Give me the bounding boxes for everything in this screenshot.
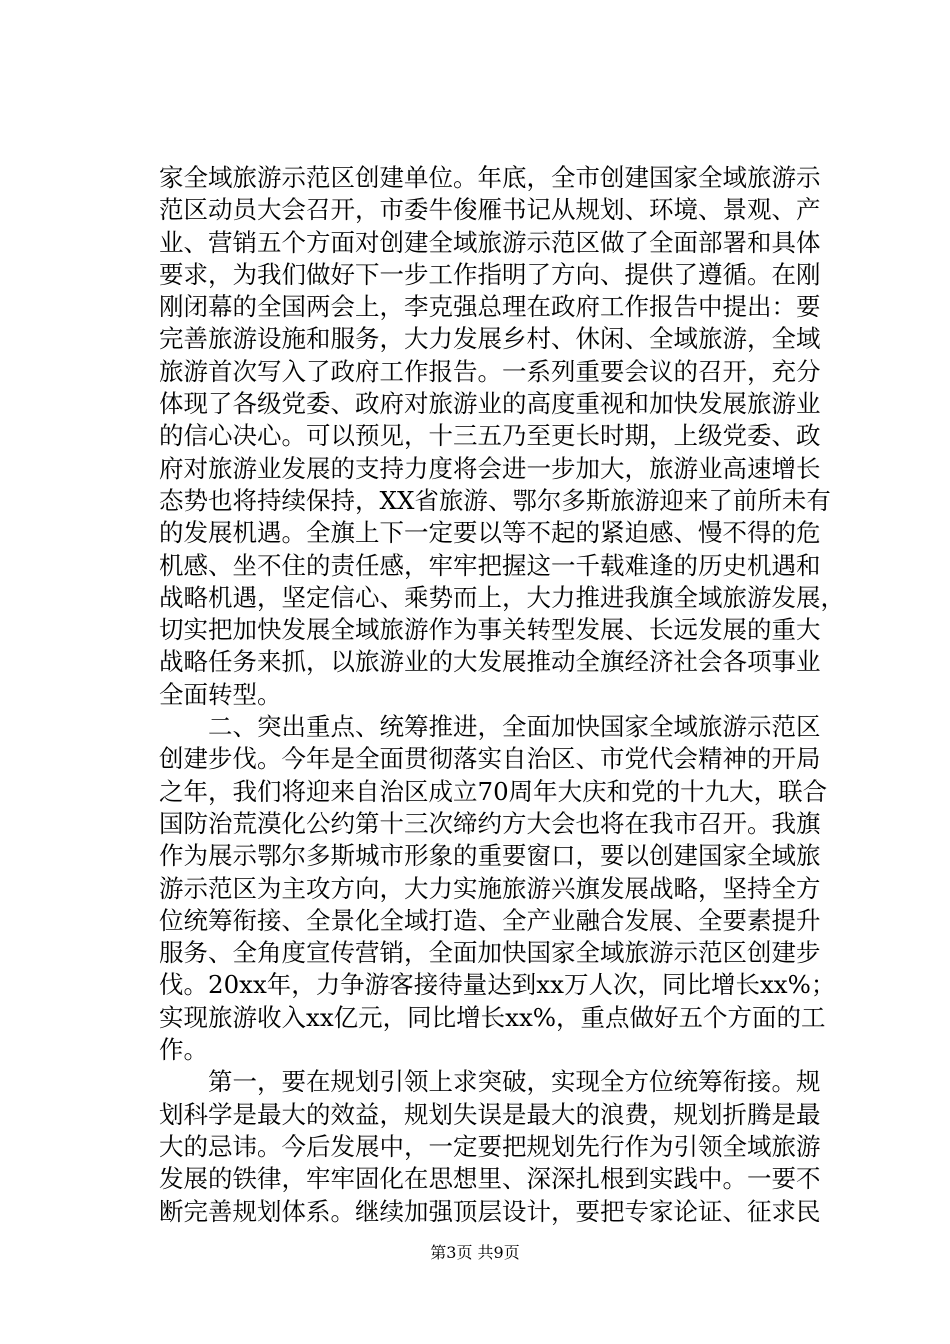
- text-line: 断完善规划体系。继续加强顶层设计，要把专家论证、征求民: [159, 1196, 821, 1226]
- page-number: 第3页 共9页: [430, 1243, 520, 1262]
- text-line: 创建步伐。今年是全面贯彻落实自治区、市党代会精神的开局: [159, 744, 821, 774]
- text-line: 体现了各级党委、政府对旅游业的高度重视和加快发展旅游业: [159, 389, 821, 419]
- text-line: 切实把加快发展全域旅游作为事关转型发展、长远发展的重大: [159, 615, 821, 645]
- text-line: 要求，为我们做好下一步工作指明了方向、提供了遵循。在刚: [159, 259, 821, 289]
- text-line: 的发展机遇。全旗上下一定要以等不起的紧迫感、慢不得的危: [159, 518, 821, 548]
- text-line: 全面转型。: [159, 679, 282, 709]
- text-line: 之年，我们将迎来自治区成立70周年大庆和党的十九大，联合: [159, 776, 828, 806]
- text-line: 划科学是最大的效益，规划失误是最大的浪费，规划折腾是最: [159, 1099, 821, 1129]
- text-line: 刚闭幕的全国两会上，李克强总理在政府工作报告中提出：要: [159, 292, 821, 322]
- text-line: 作。: [159, 1035, 208, 1065]
- text-line: 作为展示鄂尔多斯城市形象的重要窗口，要以创建国家全域旅: [159, 841, 821, 871]
- body-text: [159, 162, 845, 1228]
- text-line: 府对旅游业发展的支持力度将会进一步加大，旅游业高速增长: [159, 453, 821, 483]
- text-line: 的信心决心。可以预见，十三五乃至更长时期，上级党委、政: [159, 421, 821, 451]
- text-line: 战略机遇，坚定信心、乘势而上，大力推进我旗全域旅游发展，: [159, 582, 845, 612]
- text-line: 家全域旅游示范区创建单位。年底，全市创建国家全域旅游示: [159, 163, 821, 192]
- text-line: 第一，要在规划引领上求突破，实现全方位统筹衔接。规: [208, 1067, 821, 1097]
- text-line: 战略任务来抓，以旅游业的大发展推动全旗经济社会各项事业: [159, 647, 821, 677]
- text-line: 发展的铁律，牢牢固化在思想里、深深扎根到实践中。一要不: [159, 1164, 821, 1194]
- text-line: 实现旅游收入xx亿元，同比增长xx%，重点做好五个方面的工: [159, 1002, 826, 1032]
- text-line: 业、营销五个方面对创建全域旅游示范区做了全面部署和具体: [159, 227, 821, 257]
- text-line: 态势也将持续保持，XX省旅游、鄂尔多斯旅游迎来了前所未有: [159, 485, 831, 515]
- text-line: 大的忌讳。今后发展中，一定要把规划先行作为引领全域旅游: [159, 1131, 821, 1161]
- text-line: 国防治荒漠化公约第十三次缔约方大会也将在我市召开。我旗: [159, 808, 821, 838]
- text-line: 位统筹衔接、全景化全域打造、全产业融合发展、全要素提升: [159, 905, 821, 935]
- text-line: 游示范区为主攻方向，大力实施旅游兴旗发展战略，坚持全方: [159, 873, 821, 903]
- text-line: 范区动员大会召开，市委牛俊雁书记从规划、环境、景观、产: [159, 195, 821, 225]
- text-line: 服务、全角度宣传营销，全面加快国家全域旅游示范区创建步: [159, 938, 821, 968]
- text-line: 完善旅游设施和服务，大力发展乡村、休闲、全域旅游，全域: [159, 324, 821, 354]
- text-line: 机感、坐不住的责任感，牢牢把握这一千载难逢的历史机遇和: [159, 550, 821, 580]
- text-line: 旅游首次写入了政府工作报告。一系列重要会议的召开，充分: [159, 356, 821, 386]
- text-line: 二、突出重点、统筹推进，全面加快国家全域旅游示范区: [208, 712, 821, 742]
- text-line: 伐。20xx年，力争游客接待量达到xx万人次，同比增长xx%；: [159, 970, 836, 1000]
